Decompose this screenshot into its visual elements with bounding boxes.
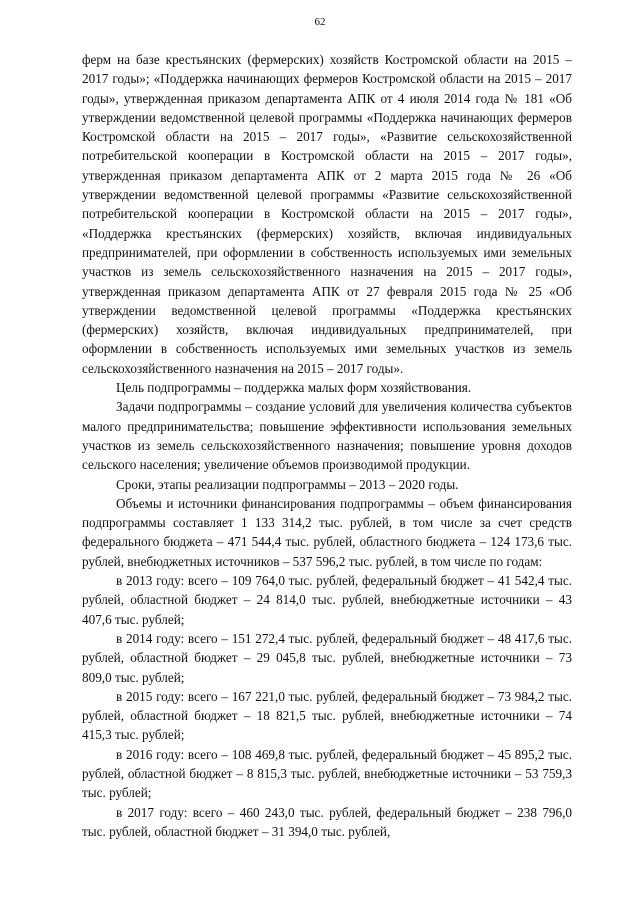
paragraph-tasks: Задачи подпрограммы – создание условий для увеличения количества субъектов малого предпринимательства; повышение эффективности использования земельных участков из земель сельскохозяйственного назначения; повышение уровня доходов сельского населения; увеличение объемов производимой продукции. xyxy=(82,399,572,473)
paragraph-terms: Сроки, этапы реализации подпрограммы – 2013 – 2020 годы. xyxy=(116,476,459,492)
paragraph-year-2013: в 2013 году: всего – 109 764,0 тыс. рублей, федеральный бюджет – 41 542,4 тыс. рублей, областной бюджет – 24 814,0 тыс. рублей, внебюджетные источники – 43 407,6 тыс. рублей; xyxy=(82,573,572,627)
paragraph-year-2016: в 2016 году: всего – 108 469,8 тыс. рублей, федеральный бюджет – 45 895,2 тыс. рублей, областной бюджет – 8 815,3 тыс. рублей, внебюджетные источники – 53 759,3 тыс. рублей; xyxy=(82,746,572,801)
paragraph-programs-list: ферм на базе крестьянских (фермерских) хозяйств Костромской области на 2015 – 2017 годы»; «Поддержка начинающих фермеров Костромской области на 2015 – 2017 годы», утвержденная приказом департамента АПК от 4 июля 2014 года № 181 «Об утверждении ведомственной целевой программы «Поддержка начинающих фермеров Костромской области на 2015 – 2017 годы», «Развитие сельскохозяйственной потребительской кооперации в Костромской области на 2015 – 2017 годы», утвержденная приказом департамента АПК от 2 марта 2015 года № 26 «Об утверждении ведомственной целевой программы «Развитие сельскохозяйственной потребительской кооперации в Костромской области на 2015 – 2017 годы», «Поддержка крестьянских (фермерских) хозяйств, включая индивидуальных предпринимателей, при оформлении в собственность используемых ими земельных участков из земель сельскохозяйственного назначения на 2015 – 2017 годы», утвержденная приказом департамента АПК от 27 февраля 2015 года № 25 «Об утверждении ведомственной целевой программы «Поддержка крестьянских (фермерских) хозяйств, включая индивидуальных предпринимателей, при оформлении в собственность используемых ими земельных участков из земель сельскохозяйственного назначения на 2015 – 2017 годы». xyxy=(82,52,572,376)
paragraph-year-2015: в 2015 году: всего – 167 221,0 тыс. рублей, федеральный бюджет – 73 984,2 тыс. рублей, областной бюджет – 18 821,5 тыс. рублей, внебюджетные источники – 74 415,3 тыс. рублей; xyxy=(82,688,572,743)
paragraph-year-2017: в 2017 году: всего – 460 243,0 тыс. рублей, федеральный бюджет – 238 796,0 тыс. рублей, областной бюджет – 31 394,0 тыс. рублей, xyxy=(82,804,572,839)
paragraph-funding: Объемы и источники финансирования подпрограммы – объем финансирования подпрограммы составляет 1 133 314,2 тыс. рублей, в том числе за счет средств федерального бюджета – 471 544,4 тыс. рублей, областного бюджета – 124 173,6 тыс. рублей, внебюджетных источников – 537 596,2 тыс. рублей, в том числе по годам: xyxy=(82,495,572,569)
document-body xyxy=(82,50,572,841)
page-number: 62 xyxy=(314,16,326,28)
paragraph-goal: Цель подпрограммы – поддержка малых форм хозяйствования. xyxy=(116,380,472,396)
paragraph-year-2014: в 2014 году: всего – 151 272,4 тыс. рублей, федеральный бюджет – 48 417,6 тыс. рублей, областной бюджет – 29 045,8 тыс. рублей, внебюджетные источники – 73 809,0 тыс. рублей; xyxy=(82,630,572,685)
